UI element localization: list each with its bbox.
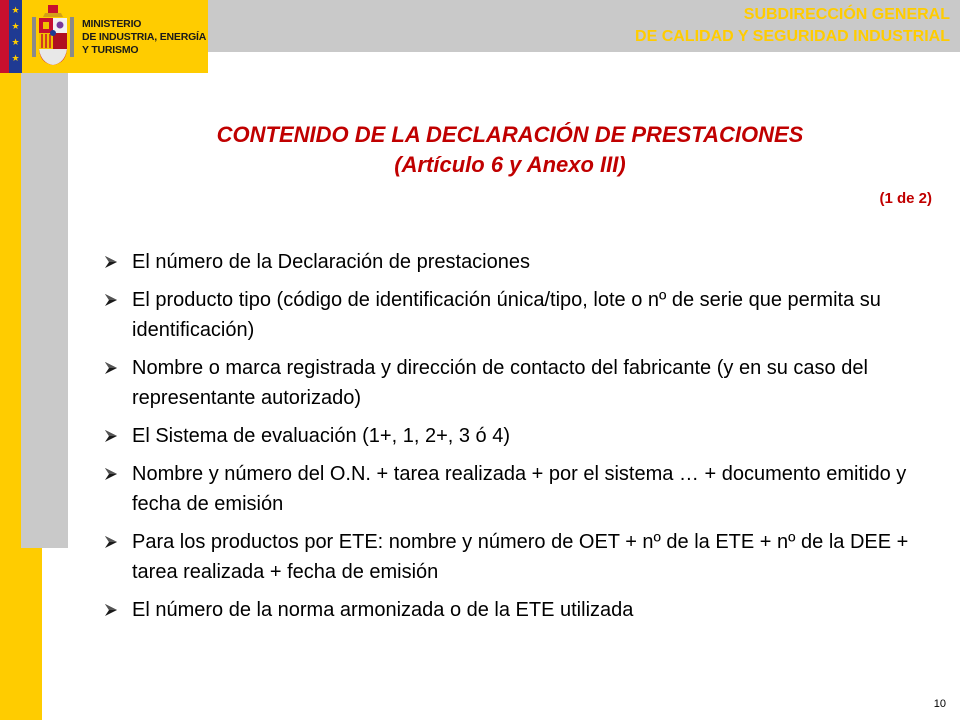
subdirection-name: SUBDIRECCIÓN GENERAL DE CALIDAD Y SEGURIDAD INDUSTRIAL [635,6,950,45]
arrow-bullet-icon [104,429,118,443]
star-icon: ★ [11,37,20,47]
arrow-bullet-icon [104,293,118,307]
list-item: Nombre y número del O.N. + tarea realizada + por el sistema … + documento emitido y fecha de emisión [104,459,924,519]
title-line-2: (Artículo 6 y Anexo III) [394,152,626,177]
bullet-list [104,247,924,633]
eu-flag-strip [0,0,22,73]
left-gray-band [21,73,68,548]
list-item: El Sistema de evaluación (1+, 1, 2+, 3 ó 4) [104,421,924,451]
part-indicator: (1 de 2) [879,190,932,207]
arrow-bullet-icon [104,361,118,375]
arrow-bullet-icon [104,603,118,617]
page-number: 10 [933,698,946,710]
list-item: El producto tipo (código de identificación única/tipo, lote o nº de serie que permita su identificación) [104,285,924,345]
arrow-bullet-icon [104,535,118,549]
arrow-bullet-icon [104,255,118,269]
list-item: El número de la norma armonizada o de la ETE utilizada [104,595,924,625]
star-icon: ★ [11,21,20,31]
slide-title [80,120,940,180]
list-item: Para los productos por ETE: nombre y número de OET + nº de la ETE + nº de la DEE + tarea realizada + fecha de emisión [104,527,924,587]
list-item: Nombre o marca registrada y dirección de contacto del fabricante (y en su caso del representante autorizado) [104,353,924,413]
ministry-name: MINISTERIO DE INDUSTRIA, ENERGÍA Y TURISMO [82,18,207,56]
star-icon: ★ [11,5,20,15]
ministry-logo [0,0,208,73]
title-line-1: CONTENIDO DE LA DECLARACIÓN DE PRESTACIONES [216,122,804,147]
arrow-bullet-icon [104,467,118,481]
list-item: El número de la Declaración de prestaciones [104,247,924,277]
coat-of-arms-icon [30,3,76,69]
star-icon: ★ [11,53,20,63]
